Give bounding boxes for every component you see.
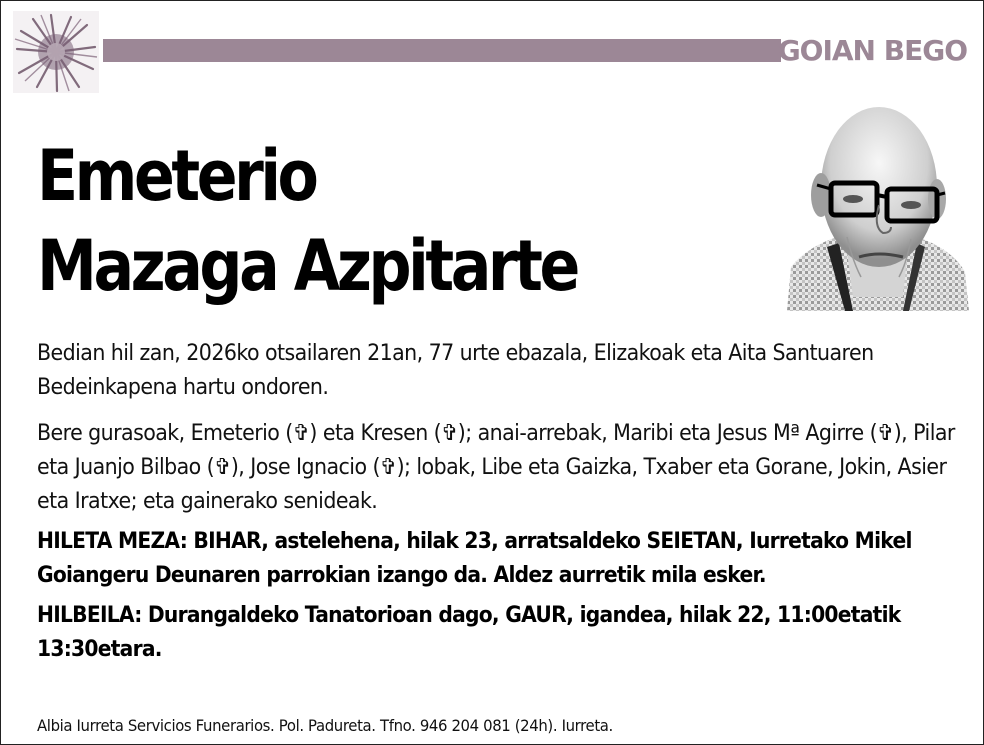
family-text: ) eta Kresen (	[309, 421, 442, 446]
header-bar	[103, 39, 781, 62]
brand-title: GOIAN BEGO	[777, 34, 967, 67]
funeral-mass-info: HILETA MEZA: BIHAR, astelehena, hilak 23, arratsaldeko SEIETAN, Iurretako Mikel Goiangeru Deunaren parrokian izango da. Aldez aurretik mila esker.	[37, 529, 912, 588]
family-list	[37, 417, 972, 519]
deceased-first-name: Emeterio	[37, 135, 316, 217]
portrait-photo	[787, 97, 969, 311]
family-text: ); lobak, Libe eta Gaizka, Txaber eta Gorane, Jokin, Asier eta Iratxe; eta gainerako senideak.	[37, 455, 947, 514]
deceased-name	[37, 131, 577, 311]
funeral-home-contact: Albia Iurreta Servicios Funerarios. Pol. Padureta. Tfno. 946 204 081 (24h). Iurreta.	[37, 716, 613, 735]
cross-icon: ✞	[441, 421, 458, 446]
flower-icon	[13, 11, 99, 93]
family-text: ), Jose Ignacio (	[230, 455, 380, 480]
wake-info: HILBEILA: Durangaldeko Tanatorioan dago, GAUR, igandea, hilak 22, 11:00etatik 13:30etara.	[37, 603, 901, 662]
family-text: ), Pilar eta Juanjo Bilbao (	[37, 421, 955, 480]
cross-icon: ✞	[877, 421, 894, 446]
death-announcement: Bedian hil zan, 2026ko otsailaren 21an, 77 urte ebazala, Elizakoak eta Aita Santuaren Bedeinkapena hartu ondoren.	[37, 341, 874, 400]
cross-icon: ✞	[379, 455, 397, 480]
notice-body	[37, 337, 967, 667]
cross-icon: ✞	[214, 455, 231, 480]
family-text: ); anai-arrebak, Maribi eta Jesus Mª Agirre (	[457, 421, 878, 446]
family-text: Bere gurasoak, Emeterio (	[37, 421, 293, 446]
deceased-surnames: Mazaga Azpitarte	[37, 225, 577, 307]
cross-icon: ✞	[292, 421, 310, 446]
